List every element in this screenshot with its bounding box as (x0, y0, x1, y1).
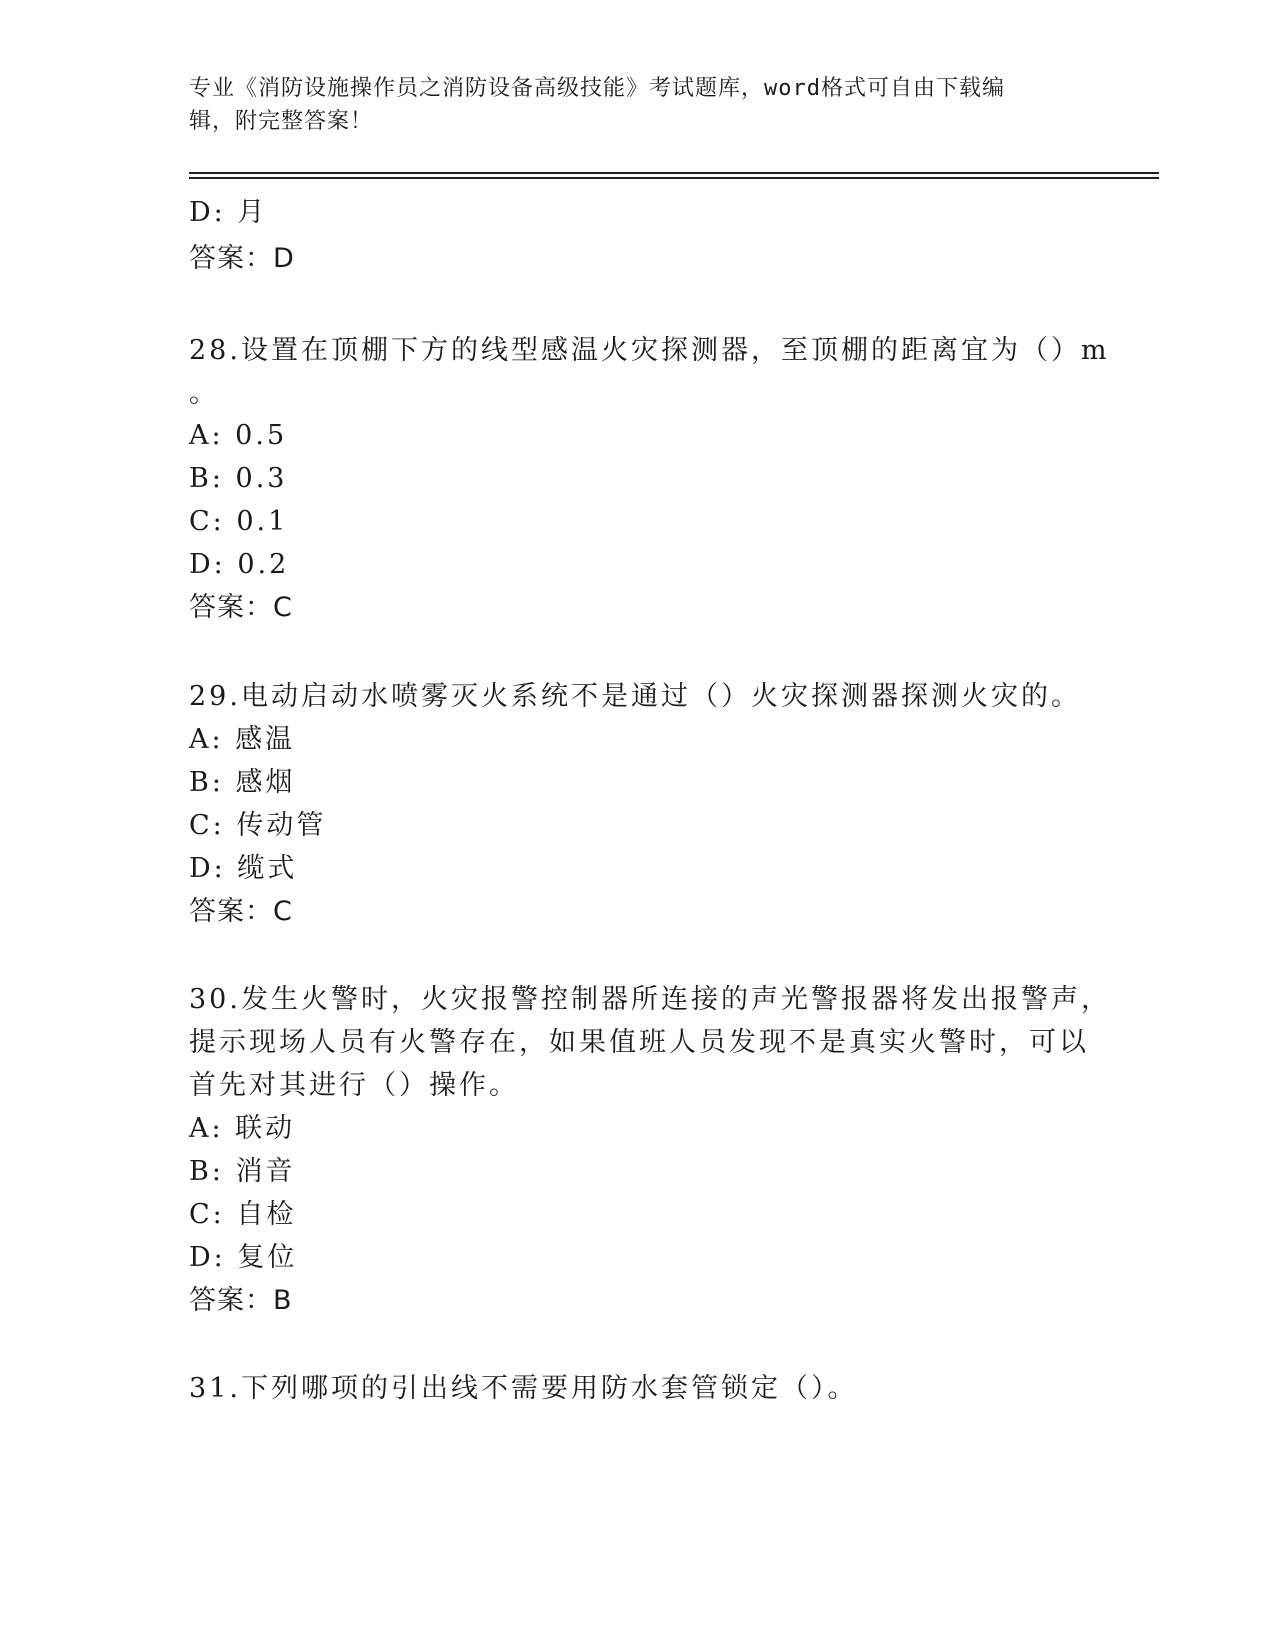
answer-line: 答案：B (189, 1285, 293, 1316)
question-text-cont: 。 (189, 378, 219, 409)
option-c: C: 自检 (189, 1199, 297, 1230)
question-31 (189, 1367, 1089, 1410)
header-line-1: 专业《消防设施操作员之消防设备高级技能》考试题库，word格式可自由下载编 (189, 76, 1005, 101)
header-rule-top (189, 172, 1159, 174)
option-a: A: 0.5 (189, 420, 288, 451)
option-c: C: 0.1 (189, 506, 289, 537)
option-d: D: 月 (189, 197, 268, 228)
question-30 (189, 978, 1111, 1322)
answer-line: 答案：C (189, 896, 293, 927)
option-d: D: 缆式 (189, 853, 298, 884)
option-d: D: 0.2 (189, 549, 290, 580)
question-list (189, 190, 1111, 1410)
option-a: A: 联动 (189, 1113, 296, 1144)
header-line-2: 辑，附完整答案！ (189, 109, 374, 134)
option-b: B: 消音 (189, 1156, 296, 1187)
question-28 (189, 328, 1110, 629)
answer-line: 答案：C (189, 592, 293, 623)
question-text: 31.下列哪项的引出线不需要用防水套管锁定（）。 (189, 1373, 858, 1404)
header-rule-bottom (189, 177, 1159, 179)
document-header (189, 72, 1089, 138)
question-text-cont: 提示现场人员有火警存在，如果值班人员发现不是真实火警时，可以 (189, 1027, 1089, 1058)
option-d: D: 复位 (189, 1242, 298, 1273)
option-c: C: 传动管 (189, 810, 327, 841)
question-text: 28.设置在顶棚下方的线型感温火灾探测器，至顶棚的距离宜为（）m (189, 335, 1110, 366)
option-a: A: 感温 (189, 724, 296, 755)
question-29 (189, 675, 1089, 933)
option-b: B: 0.3 (189, 463, 288, 494)
option-b: B: 感烟 (189, 767, 296, 798)
previous-question-tail (189, 190, 1089, 282)
question-text-cont: 首先对其进行（）操作。 (189, 1070, 519, 1101)
answer-line: 答案：D (189, 243, 295, 274)
question-text: 30.发生火警时，火灾报警控制器所连接的声光警报器将发出报警声， (189, 984, 1111, 1015)
question-text: 29.电动启动水喷雾灭火系统不是通过（）火灾探测器探测火灾的。 (189, 681, 1081, 712)
